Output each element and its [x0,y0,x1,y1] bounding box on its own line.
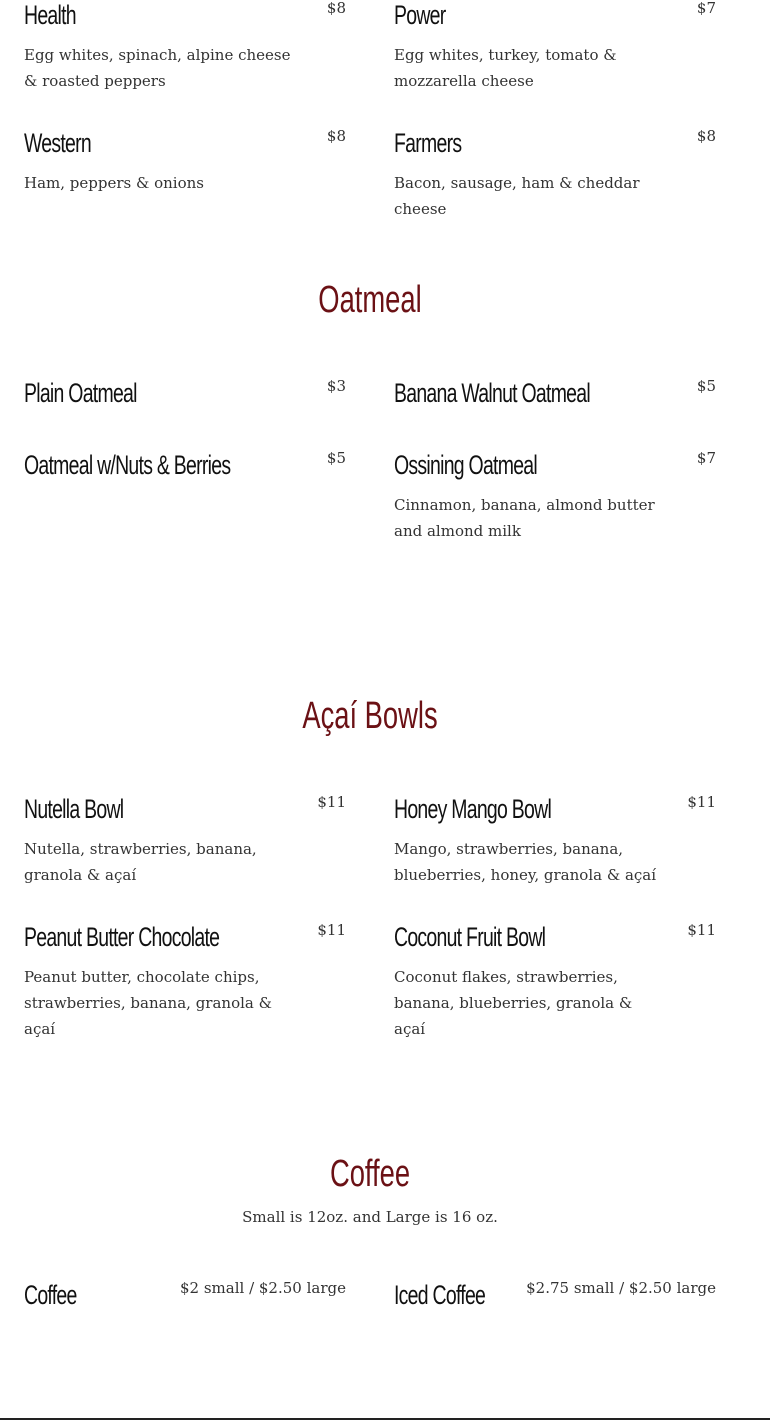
item-name: Peanut Butter Chocolate [24,922,220,952]
bottom-divider [0,1418,770,1420]
section-title-acai-bowls: Açaí Bowls [302,695,438,737]
item-name: Western [24,128,91,158]
item-name: Nutella Bowl [24,794,124,824]
item-description: Egg whites, spinach, alpine cheese & roasted peppers [24,46,291,90]
section-title-oatmeal: Oatmeal [318,279,422,321]
item-description: Coconut flakes, strawberries, banana, blueberries, granola & açaí [394,968,633,1038]
item-name: Iced Coffee [394,1280,486,1310]
item-name: Ossining Oatmeal [394,450,537,480]
item-price: $11 [317,793,346,811]
item-description: Ham, peppers & onions [24,174,204,192]
item-name: Banana Walnut Oatmeal [394,378,590,408]
section-title-coffee: Coffee [329,1153,411,1195]
item-name: Plain Oatmeal [24,378,137,408]
item-description: Peanut butter, chocolate chips, strawberries, banana, granola & açaí [24,968,272,1038]
item-price: $8 [326,0,346,17]
item-name: Honey Mango Bowl [394,794,552,824]
item-name: Health [24,0,76,30]
item-description: Nutella, strawberries, banana, granola & açaí [24,840,257,884]
item-name: Coconut Fruit Bowl [394,922,546,952]
item-description: Cinnamon, banana, almond butter and almond milk [394,496,655,540]
item-name: Oatmeal w/Nuts & Berries [24,450,231,480]
item-description: Egg whites, turkey, tomato & mozzarella cheese [394,46,617,90]
item-name: Farmers [394,128,462,158]
item-price: $8 [326,127,346,145]
item-name: Power [394,0,446,30]
item-price: $5 [326,449,346,467]
item-price: $11 [687,793,716,811]
item-price: $7 [696,0,716,17]
section-note-coffee-sizes: Small is 12oz. and Large is 16 oz. [242,1208,498,1226]
item-name: Coffee [24,1280,77,1310]
item-price: $7 [696,449,716,467]
item-description: Bacon, sausage, ham & cheddar cheese [394,174,640,218]
item-price: $3 [326,377,346,395]
item-price: $2.75 small / $2.50 large [526,1279,716,1297]
item-price: $2 small / $2.50 large [179,1279,346,1297]
item-description: Mango, strawberries, banana, blueberries, honey, granola & açaí [394,840,657,884]
item-price: $11 [317,921,346,939]
item-price: $5 [696,377,716,395]
item-price: $8 [696,127,716,145]
item-price: $11 [687,921,716,939]
